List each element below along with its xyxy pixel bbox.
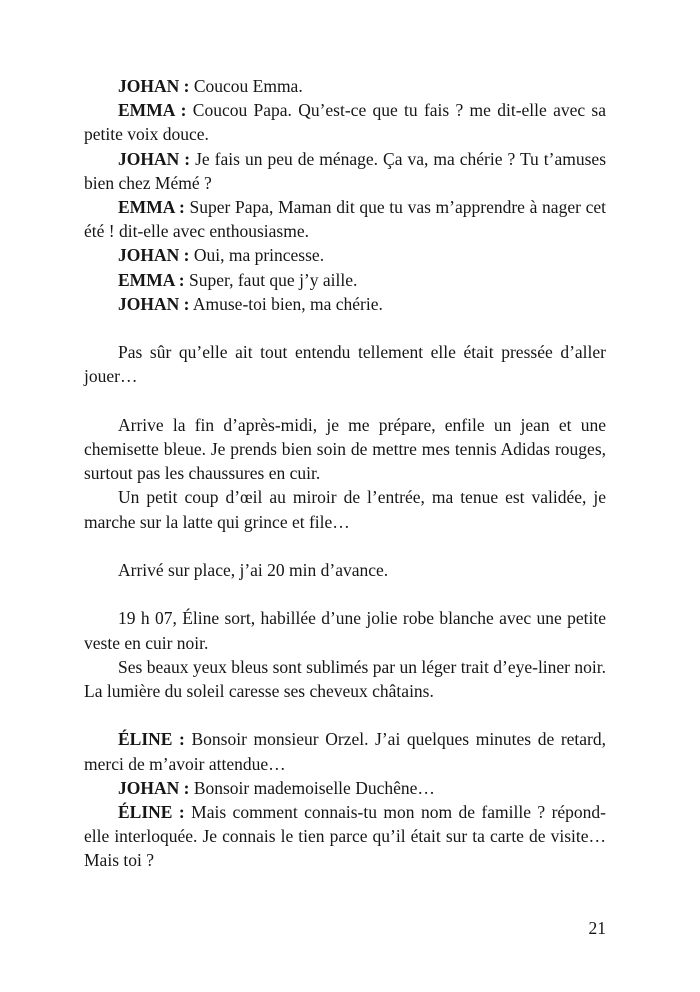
speaker-name: JOHAN : xyxy=(118,76,190,96)
dialogue-line xyxy=(84,243,606,267)
narrative-paragraph: Pas sûr qu’elle ait tout entendu tellement elle était pressée d’aller jouer… xyxy=(84,342,606,387)
narrative-paragraph: Un petit coup d’œil au miroir de l’entrée, ma tenue est validée, je marche sur la latte qui grince et file… xyxy=(84,487,606,532)
dialogue-text: Super, faut que j’y aille. xyxy=(184,269,358,290)
dialogue-text: Amuse-toi bien, ma chérie. xyxy=(189,293,383,314)
dialogue-text: Oui, ma princesse. xyxy=(189,245,325,266)
dialogue-line xyxy=(84,268,606,292)
dialogue-line xyxy=(84,195,606,243)
dialogue-line xyxy=(84,800,606,873)
dialogue-text: Je fais un peu de ménage. Ça va, ma chérie ? Tu t’amuses bien chez Mémé ? xyxy=(84,148,607,193)
page-number: 21 xyxy=(588,918,606,938)
dialogue-line xyxy=(84,74,606,98)
speaker-name: JOHAN : xyxy=(118,777,190,798)
speaker-name: EMMA : xyxy=(118,269,185,290)
dialogue-line xyxy=(84,292,606,316)
dialogue-line xyxy=(84,98,606,146)
speaker-name: EMMA : xyxy=(118,197,185,218)
dialogue-line xyxy=(84,147,606,195)
dialogue-line xyxy=(84,776,606,800)
dialogue-text: Bonsoir mademoiselle Duchêne… xyxy=(189,777,435,798)
narrative-paragraph: Ses beaux yeux bleus sont sublimés par un léger trait d’eye-liner noir. La lumière du soleil caresse ses cheveux châtains. xyxy=(84,656,606,702)
dialogue-text: Coucou Papa. Qu’est-ce que tu fais ? me dit-elle avec sa petite voix douce. xyxy=(84,100,606,145)
narrative-paragraph: 19 h 07, Éline sort, habillée d’une jolie robe blanche avec une petite veste en cuir noir. xyxy=(84,608,606,653)
dialogue-text: Mais comment connais-tu mon nom de famille ? répond-elle interloquée. Je connais le tien parce qu’il était sur ta carte de visite… Mais toi ? xyxy=(84,802,606,871)
speaker-name: EMMA : xyxy=(118,100,187,121)
narrative-paragraph: Arrive la fin d’après-midi, je me prépare, enfile un jean et une chemisette bleue. Je prends bien soin de mettre mes tennis Adidas rouges, surtout pas les chaussures en cuir. xyxy=(84,414,606,484)
speaker-name: JOHAN : xyxy=(118,293,190,314)
speaker-name: ÉLINE : xyxy=(118,802,185,823)
dialogue-text: Super Papa, Maman dit que tu vas m’apprendre à nager cet été ! dit-elle avec enthousiasme. xyxy=(84,197,606,242)
page-body xyxy=(84,74,606,873)
speaker-name: JOHAN : xyxy=(118,245,190,266)
speaker-name: JOHAN : xyxy=(118,148,191,169)
narrative-paragraph: Arrivé sur place, j’ai 20 min d’avance. xyxy=(118,560,389,581)
dialogue-text: Bonsoir monsieur Orzel. J’ai quelques minutes de retard, merci de m’avoir attendue… xyxy=(84,729,606,774)
dialogue-line xyxy=(84,727,606,775)
speaker-name: ÉLINE : xyxy=(118,729,185,750)
dialogue-text: Coucou Emma. xyxy=(189,76,303,96)
